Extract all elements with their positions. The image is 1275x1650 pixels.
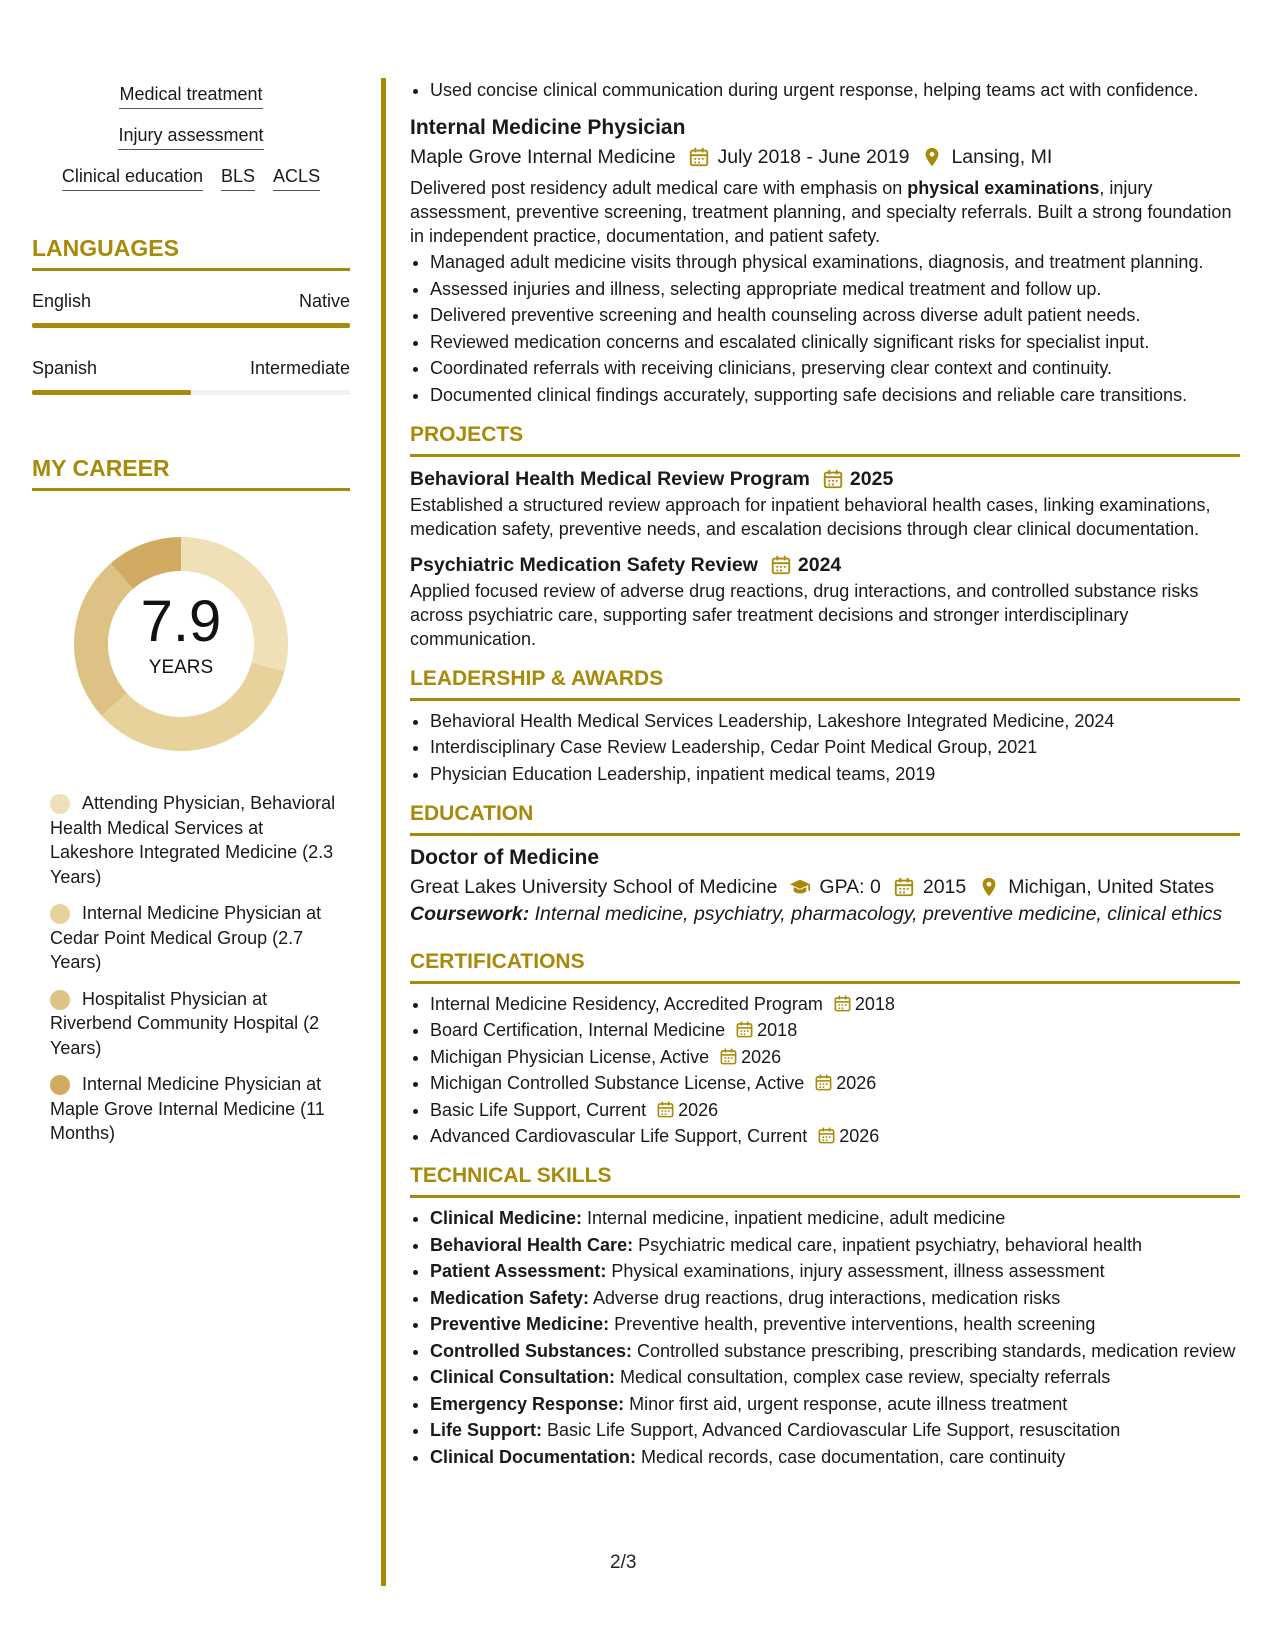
tech-skill-item (430, 1259, 1240, 1283)
career-legend (32, 791, 350, 1146)
calendar-icon (688, 146, 710, 168)
calendar-icon (817, 1126, 836, 1145)
map-pin-icon (921, 146, 943, 168)
coursework-text: Internal medicine, psychiatry, pharmacology, preventive medicine, clinical ethics (529, 902, 1223, 925)
career-legend-item (50, 987, 350, 1061)
certifications-list (410, 992, 1240, 1149)
tech-skill-item (430, 1418, 1240, 1442)
page-number: 2/3 (610, 1552, 637, 1573)
job-title: Internal Medicine Physician (410, 116, 686, 139)
skill-chip: Medical treatment (119, 82, 262, 109)
certification-item (430, 1045, 1240, 1069)
project-description: Established a structured review approach for inpatient behavioral health cases, linking examinations, medication safety, preventive needs, and escalation decisions through clear clinical documentation. (410, 494, 1211, 539)
calendar-icon (719, 1047, 738, 1066)
languages-list (32, 289, 350, 395)
tech-skill-text: Adverse drug reactions, drug interactions, medication risks (589, 1287, 1061, 1308)
job-desc-text: Delivered post residency adult medical care with emphasis on (410, 178, 908, 198)
tech-skill-text: Physical examinations, injury assessment, illness assessment (606, 1261, 1105, 1281)
graduation-cap-icon (789, 876, 811, 898)
tech-skill-text: Basic Life Support, Advanced Cardiovascular Life Support, resuscitation (541, 1420, 1121, 1440)
education-coursework (410, 902, 1240, 926)
technical-skills-list (410, 1206, 1240, 1469)
cert-year: 2018 (757, 1020, 798, 1040)
coursework-label: Coursework: (410, 902, 530, 925)
tech-skill-text: Preventive health, preventive interventions, health screening (609, 1314, 1096, 1334)
bullet-item: • Documented clinical findings accurately, supporting safe decisions and reliable care transitions. (430, 383, 1240, 407)
project-year: 2025 (849, 467, 894, 490)
calendar-icon (735, 1020, 754, 1039)
career-legend-text: Internal Medicine Physician at Cedar Point Medical Group (2.7 Years) (50, 903, 322, 972)
language-level: Intermediate (249, 358, 350, 378)
tech-skill-item (430, 1312, 1240, 1336)
career-donut-chart (66, 529, 296, 759)
education-meta (410, 872, 1240, 902)
tech-skill-label: Clinical Medicine: (430, 1208, 583, 1228)
tech-skill-item (430, 1286, 1240, 1310)
calendar-icon (893, 876, 915, 898)
tech-skill-item (430, 1233, 1240, 1257)
bullet-item: • Used concise clinical communication during urgent response, helping teams act with confidence. (430, 78, 1240, 102)
tech-skill-item (430, 1365, 1240, 1389)
tech-skill-label: Controlled Substances: (430, 1340, 633, 1361)
career-total-years: 7.9 (140, 589, 222, 654)
calendar-icon (656, 1100, 675, 1119)
job-location: Lansing, MI (951, 146, 1053, 168)
tech-skill-label: Clinical Consultation: (430, 1367, 616, 1387)
bullet-item: • Coordinated referrals with receiving clinicians, preserving clear context and continuity. (430, 356, 1240, 380)
language-name: Spanish (32, 358, 98, 378)
job-desc-text: , injury assessment, preventive screening, treatment planning, and specialty referrals. Built a strong foundation in independent practice, documentation, and patient safety. (410, 178, 1232, 246)
language-item (32, 356, 350, 395)
tech-skill-text: Medical consultation, complex case review, specialty referrals (615, 1367, 1111, 1387)
job-company: Maple Grove Internal Medicine (410, 146, 676, 168)
job-bullets (410, 250, 1240, 407)
calendar-icon (814, 1073, 833, 1092)
tech-skill-item (430, 1206, 1240, 1230)
calendar-icon (833, 994, 852, 1013)
legend-dot (50, 904, 70, 924)
skill-chip: Clinical education (62, 164, 203, 191)
job-dates: July 2018 - June 2019 (717, 146, 910, 168)
tech-skill-item (430, 1392, 1240, 1416)
languages-heading: LANGUAGES (32, 235, 350, 271)
certification-item (430, 1098, 1240, 1122)
career-total-unit: YEARS (148, 657, 214, 678)
bullet-item: • Delivered preventive screening and health counseling across diverse adult patient needs. (430, 303, 1240, 327)
sidebar (32, 82, 350, 1158)
map-pin-icon (978, 876, 1000, 898)
cert-year: 2026 (678, 1099, 719, 1120)
education-school: Great Lakes University School of Medicine (410, 875, 778, 898)
cert-name: Internal Medicine Residency, Accredited Program (430, 993, 823, 1014)
education-heading: EDUCATION (410, 800, 1240, 836)
career-legend-item (50, 791, 350, 889)
language-level: Native (298, 291, 350, 311)
column-divider (381, 78, 386, 1586)
skill-chip: ACLS (273, 164, 320, 191)
language-bar (32, 323, 350, 328)
career-heading: MY CAREER (32, 455, 350, 491)
calendar-icon (770, 554, 792, 576)
language-bar-fill (32, 323, 350, 328)
career-legend-text: Hospitalist Physician at Riverbend Community Hospital (2 Years) (50, 988, 320, 1058)
skill-chip: Injury assessment (118, 123, 263, 150)
tech-skill-label: Behavioral Health Care: (430, 1234, 634, 1255)
project-item (410, 465, 1240, 541)
language-bar (32, 390, 350, 395)
career-legend-text: Internal Medicine Physician at Maple Grove Internal Medicine (11 Months) (50, 1074, 325, 1143)
calendar-icon (822, 468, 844, 490)
experience-bullets-continued (410, 78, 1240, 102)
tech-skill-label: Patient Assessment: (430, 1261, 607, 1281)
cert-year: 2026 (741, 1046, 782, 1067)
leadership-heading: LEADERSHIP & AWARDS (410, 665, 1240, 701)
technical-skills-heading: TECHNICAL SKILLS (410, 1162, 1240, 1198)
tech-skill-item (430, 1445, 1240, 1469)
cert-name: Basic Life Support, Current (430, 1099, 647, 1120)
education-gpa: GPA: 0 (819, 875, 881, 898)
legend-dot (50, 1075, 70, 1095)
tech-skill-item (430, 1339, 1240, 1363)
cert-name: Michigan Controlled Substance License, Active (430, 1073, 805, 1093)
certification-item (430, 1018, 1240, 1042)
education-degree: Doctor of Medicine (410, 845, 600, 869)
cert-year: 2026 (839, 1126, 880, 1146)
tech-skill-text: Minor first aid, urgent response, acute illness treatment (624, 1393, 1068, 1414)
leadership-item: • Interdisciplinary Case Review Leadership, Cedar Point Medical Group, 2021 (430, 735, 1240, 759)
career-legend-item (50, 901, 350, 975)
project-year: 2024 (797, 553, 842, 576)
tech-skill-text: Psychiatric medical care, inpatient psychiatry, behavioral health (633, 1234, 1142, 1255)
cert-name: Board Certification, Internal Medicine (430, 1020, 726, 1040)
job-meta (410, 142, 1240, 172)
tech-skill-label: Medication Safety: (430, 1287, 590, 1308)
tech-skill-label: Preventive Medicine: (430, 1314, 610, 1334)
leadership-item: • Behavioral Health Medical Services Leadership, Lakeshore Integrated Medicine, 2024 (430, 709, 1240, 733)
language-bar-fill (32, 390, 191, 395)
certification-item (430, 992, 1240, 1016)
legend-dot (50, 990, 70, 1010)
bullet-item: • Managed adult medicine visits through physical examinations, diagnosis, and treatment planning. (430, 250, 1240, 274)
career-legend-text: Attending Physician, Behavioral Health Medical Services at Lakeshore Integrated Medicine (2.3 Years) (50, 793, 336, 887)
cert-year: 2018 (854, 993, 895, 1014)
legend-dot (50, 794, 70, 814)
skill-chips (32, 82, 350, 191)
tech-skill-text: Medical records, case documentation, care continuity (636, 1446, 1066, 1467)
skill-chip: BLS (221, 164, 255, 191)
tech-skill-label: Emergency Response: (430, 1393, 625, 1414)
main-content (410, 78, 1240, 1471)
cert-name: Michigan Physician License, Active (430, 1046, 710, 1067)
project-title: Behavioral Health Medical Review Program (410, 467, 810, 490)
tech-skill-text: Controlled substance prescribing, prescribing standards, medication review (632, 1340, 1236, 1361)
project-item (410, 551, 1240, 651)
tech-skill-label: Life Support: (430, 1420, 542, 1440)
job-desc-bold: physical examinations (907, 178, 1100, 198)
job-description (410, 176, 1240, 248)
education-location: Michigan, United States (1008, 875, 1215, 898)
certifications-heading: CERTIFICATIONS (410, 948, 1240, 984)
projects-heading: PROJECTS (410, 421, 1240, 457)
cert-name: Advanced Cardiovascular Life Support, Current (430, 1126, 808, 1146)
cert-year: 2026 (836, 1073, 877, 1093)
language-item (32, 289, 350, 328)
certification-item (430, 1124, 1240, 1148)
education-year: 2015 (922, 875, 967, 898)
bullet-item: • Assessed injuries and illness, selecting appropriate medical treatment and follow up. (430, 277, 1240, 301)
bullet-item: • Reviewed medication concerns and escalated clinically significant risks for specialist input. (430, 330, 1240, 354)
career-legend-item (50, 1072, 350, 1146)
project-description: Applied focused review of adverse drug reactions, drug interactions, and controlled substance risks across psychiatric care, supporting safer treatment decisions and stronger interdisciplinary communication. (410, 580, 1199, 649)
certification-item (430, 1071, 1240, 1095)
tech-skill-label: Clinical Documentation: (430, 1446, 637, 1467)
project-title: Psychiatric Medication Safety Review (410, 553, 758, 576)
language-name: English (32, 291, 92, 311)
tech-skill-text: Internal medicine, inpatient medicine, adult medicine (582, 1208, 1006, 1228)
leadership-item: • Physician Education Leadership, inpatient medical teams, 2019 (430, 762, 1240, 786)
leadership-list (410, 709, 1240, 786)
